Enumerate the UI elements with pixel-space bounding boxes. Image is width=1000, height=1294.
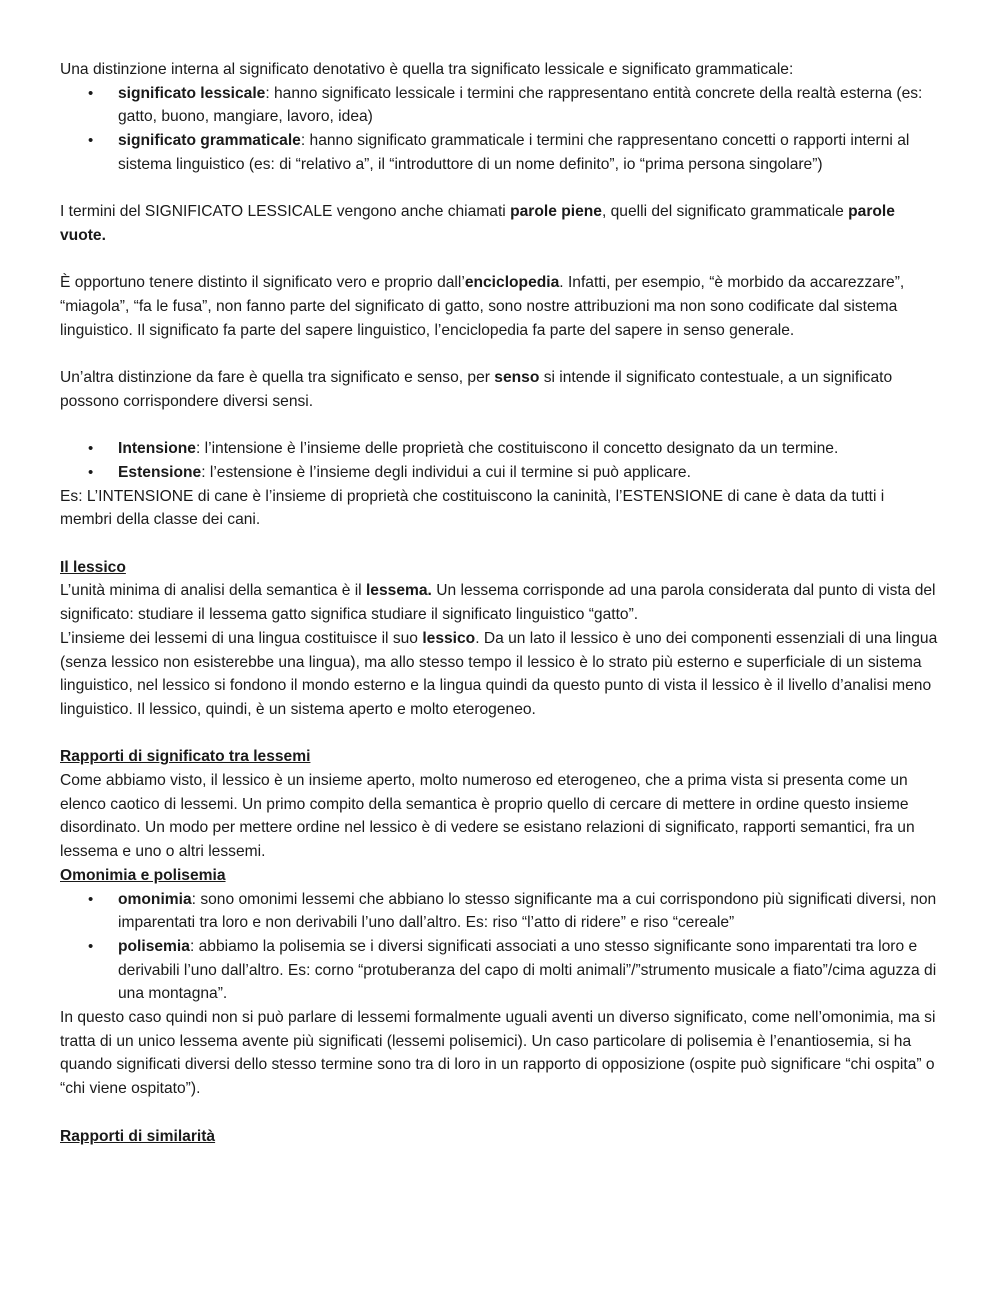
encyclopedia-paragraph [60,271,940,342]
list-term: significato lessicale [118,84,266,102]
list-term: significato grammaticale [118,132,301,150]
bullet-icon: • [88,440,94,458]
list-text: : l’estensione è l’insieme degli individui a cui il termine si può applicare. [201,463,691,481]
list-text: : sono omonimi lessemi che abbiano lo stesso significante ma a cui corrispondono più significati diversi, non imparentati tra loro e non derivabili l’uno dall’altro. Es: riso “l’atto di ridere” e riso “cereale” [118,890,937,932]
document-page [60,58,940,1148]
polysemy-paragraph: In questo caso quindi non si può parlare di lessemi formalmente uguali aventi un diverso significato, come nell’omonimia, ma si tratta di un unico lessema avente più significati (lessemi polisemici). Un caso particolare di polisemia è l’enantiosemia, si ha quando significati diversi dello stesso termine sono tra di loro in un rapporto di opposizione (ospite può significare “chi ospita” o “chi viene ospitato”). [60,1009,936,1098]
section-heading-omonimia: Omonimia e polisemia [60,866,226,884]
list-text: : hanno significato grammaticale i termini che rappresentano concetti o rapporti interni al sistema linguistico (es: di “relativo a”, il “introduttore di un nome definito”, io “prima persona singolare”) [118,132,910,173]
bullet-icon: • [88,937,94,955]
text-run: . Da un lato il lessico è uno dei componenti essenziali di una lingua (senza lessico non esisterebbe una lingua), ma allo stesso tempo il lessico è lo strato più esterno e superficiale di un sistema linguistico, nel lessico si fondono il mondo esterno e la lingua quindi da questo punto di vista il lessico è il livello d’analisi meno linguistico. Il lessico, quindi, è un sistema aperto e molto eterogeneo. [60,629,938,718]
text-run: Un lessema corrisponde ad una parola considerata dal punto di vista del significato: studiare il lessema gatto significa studiare il significato linguistico “gatto”. [60,582,936,624]
bold-term: senso [494,369,540,387]
bold-term: lessico [422,629,476,647]
spacer [60,722,940,746]
bold-term: enciclopedia [464,274,560,292]
bullet-icon: • [88,132,94,150]
text-run: , quelli del significato grammaticale [601,203,849,221]
spacer [60,248,940,272]
text-run: . Infatti, per esempio, “è morbido da accarezzare”, “miagola”, “fa le fusa”, non fanno parte del significato di gatto, sono nostre attribuzioni ma non sono codificate dal sistema linguistico. Il significato fa parte del sapere linguistico, l’enciclopedia fa parte del sapere in senso generale. [60,274,905,339]
bullet-icon: • [88,463,94,481]
list-term: omonimia [118,890,192,908]
text-run: È opportuno tenere distinto il significato vero e proprio dall’ [60,274,465,292]
intension-extension-list [60,437,940,484]
text-run: si intende il significato contestuale, a un significato possono corrispondere diversi sensi. [60,369,893,410]
text-run: L’insieme dei lessemi di una lingua costituisce il suo [60,629,423,647]
text-run: Un’altra distinzione da fare è quella tra significato e senso, per [60,369,495,387]
spacer [60,414,940,438]
list-text: : hanno significato lessicale i termini che rappresentano entità concrete della realtà esterna (es: gatto, buono, mangiare, lavoro, idea) [118,84,923,126]
relations-paragraph: Come abbiamo visto, il lessico è un insieme aperto, molto numeroso ed eterogeneo, che a prima vista si presenta come un elenco caotico di lessemi. Un primo compito della semantica è proprio quello di cercare di mettere in ordine questo insieme disordinato. Un modo per mettere ordine nel lessico è di vedere se esistano relazioni di significato, rapporti semantici, fra un lessema e uno o altri lessemi. [60,772,915,861]
lexicon-paragraph [60,627,940,722]
example-paragraph: Es: L’INTENSIONE di cane è l’insieme di proprietà che costituiscono la caninità, l’ESTENSIONE di cane è data da tutti i membri della classe dei cani. [60,487,885,529]
list-item [60,461,940,485]
sense-paragraph [60,366,940,413]
list-item [60,437,940,461]
bullet-icon: • [88,890,94,908]
spacer [60,342,940,366]
full-empty-words-paragraph [60,200,940,247]
spacer [60,532,940,556]
spacer [60,1101,940,1125]
meaning-types-list [60,82,940,177]
text-run: L’unità minima di analisi della semantica è il [60,582,366,600]
homonymy-polysemy-list [60,888,940,1007]
section-heading-similarita: Rapporti di similarità [60,1127,216,1145]
list-text: : l’intensione è l’insieme delle proprietà che costituiscono il concetto designato da un termine. [195,440,839,458]
bold-term: parole vuote. [60,203,895,244]
list-text: : abbiamo la polisemia se i diversi significati associati a uno stesso significante sono imparentati tra loro e derivabili l’uno dall’altro. Es: corno “protuberanza del capo di molti animali”/”strumento musicale a fiato”/cima aguzza di una montagna”. [118,937,937,1003]
bold-term: parole piene [510,203,602,221]
list-item [60,935,940,1006]
lexeme-paragraph [60,579,940,626]
bold-term: lessema. [365,582,432,600]
text-run: I termini del SIGNIFICATO LESSICALE vengono anche chiamati [60,203,511,221]
list-item [60,129,940,176]
section-heading-lessico: Il lessico [60,558,126,576]
bullet-icon: • [88,84,94,102]
list-item [60,888,940,935]
list-item [60,82,940,129]
section-heading-rapporti: Rapporti di significato tra lessemi [60,748,311,766]
spacer [60,177,940,201]
list-term: Estensione [118,463,202,481]
intro-paragraph: Una distinzione interna al significato denotativo è quella tra significato lessicale e significato grammaticale: [60,61,794,78]
list-term: polisemia [118,937,190,955]
list-term: Intensione [118,440,196,458]
